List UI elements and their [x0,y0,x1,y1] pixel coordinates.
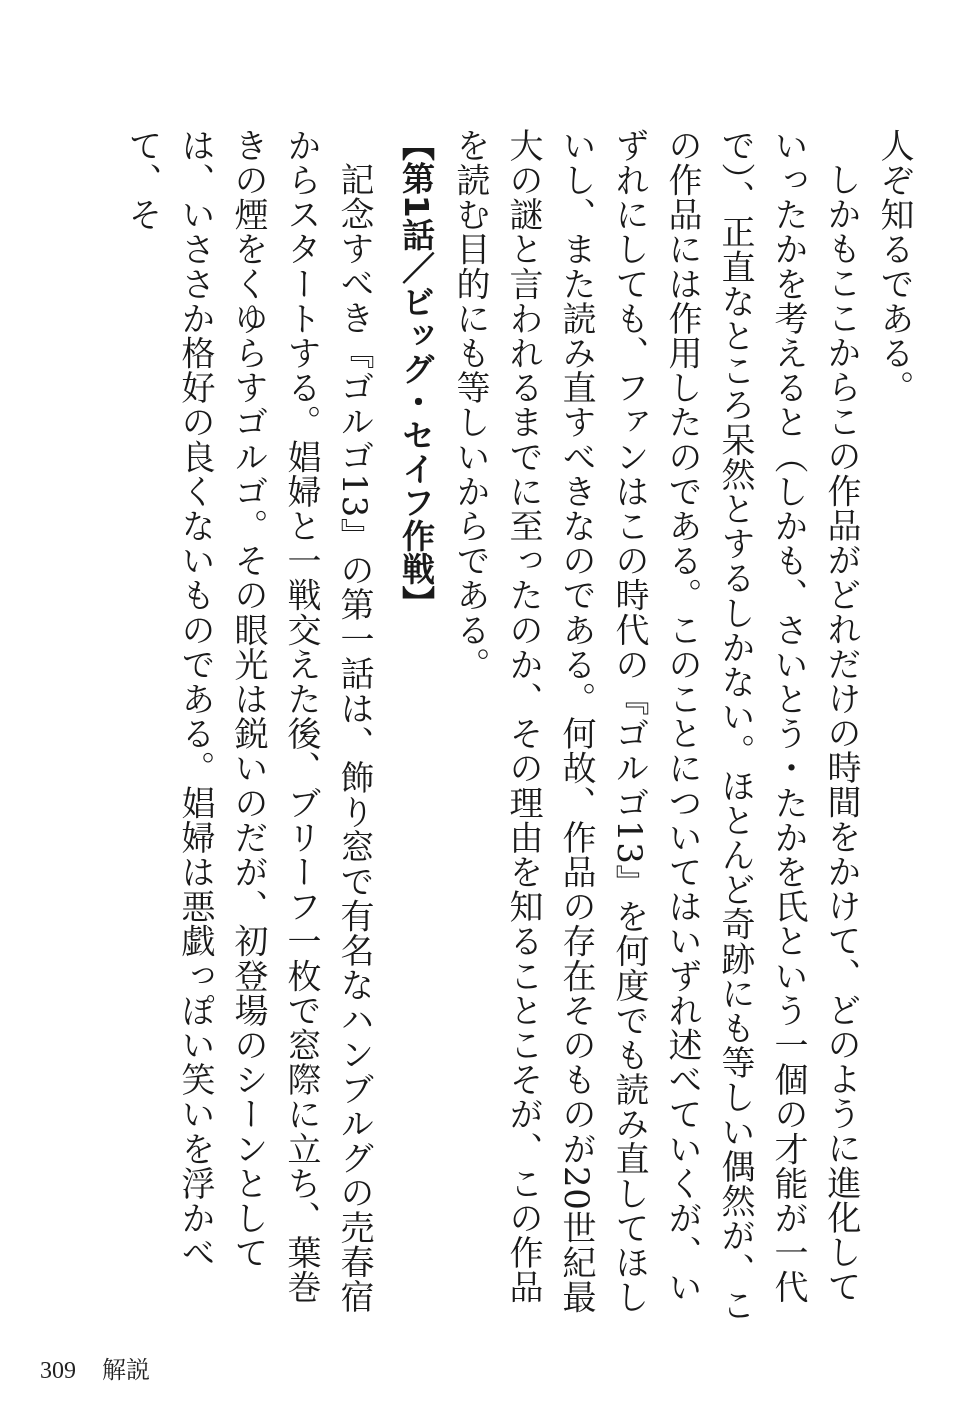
running-title: 解説 [102,1356,150,1384]
paragraph-section-1: 記念すべき『ゴルゴ13』の第一話は、飾り窓で有名なハンブルグの売春宿からスタートする。娼婦と一戦交えた後、ブリーフ一枚で窓際に立ち、葉巻きの煙をくゆらすゴルゴ。その眼光は鋭いのだが、初登場のシーンとしては、いささか格好の良くないものである。娼婦は悪戯っぽい笑いを浮かべて、そ [122,128,374,1314]
page-number: 309 [40,1358,76,1384]
paragraph-main: しかもここからこの作品がどれだけの時間をかけて、どのように進化していったかを考えると（しかも、さいとう・たかを氏という一個の才能が一代で）、正直なところ呆然とするしかない。ほとんど奇跡にも等しい偶然が、この作品には作用したのである。このことについてはいずれ述べていくが、いずれにしても、ファンはこの時代の『ゴルゴ13』を何度でも読み直してほしいし、また読み直すべきなのである。何故、作品の存在そのものが20世紀最大の謎と言われるまでに至ったのか、その理由を知ることこそが、この作品を読む目的にも等しいからである。 [450,128,861,1322]
page-footer [40,1350,150,1385]
vertical-text-block [60,128,920,1338]
section-heading: 【第1話／ビッグ・セイフ作戦】 [397,128,436,619]
paragraph-continuation: 人ぞ知るである。 [874,128,914,405]
